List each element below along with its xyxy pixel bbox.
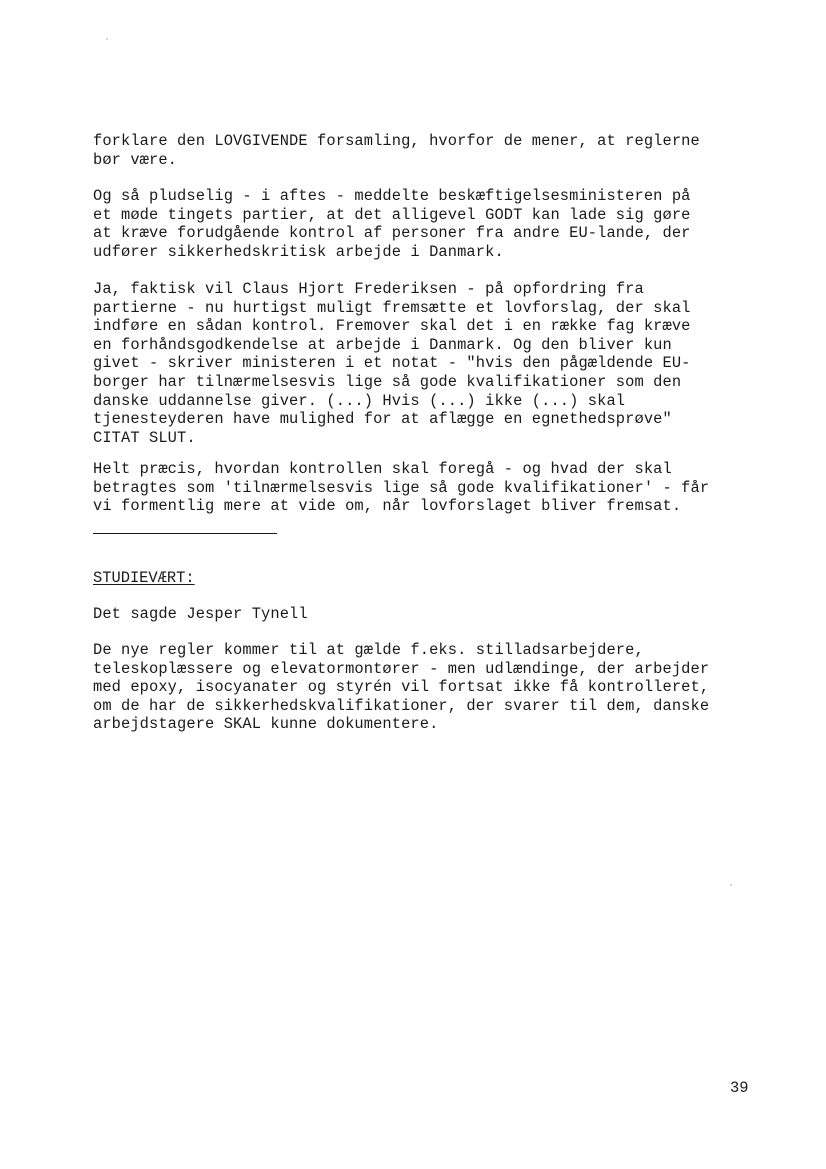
text-line: givet - skriver ministeren i et notat - "hvis den pågældende EU-: [93, 354, 691, 373]
text-line: Det sagde Jesper Tynell: [93, 605, 308, 623]
text-line: et møde tingets partier, at det alligevel GODT kan lade sig gøre: [93, 205, 691, 224]
text-line: vi formentlig mere at vide om, når lovforslaget bliver fremsat.: [93, 497, 682, 516]
text-line: partierne - nu hurtigst muligt fremsætte et lovforslag, der skal: [93, 298, 691, 317]
text-line: forklare den LOVGIVENDE forsamling, hvorfor de mener, at reglerne: [93, 132, 700, 150]
text-line: indføre en sådan kontrol. Fremover skal det i en række fag kræve: [93, 317, 691, 336]
page-number: 39: [730, 1079, 749, 1097]
paragraph-bill-quote: [93, 280, 753, 447]
text-line: teleskoplæssere og elevatormontører - men udlændinge, der arbejder: [93, 659, 710, 678]
text-line: betragtes som 'tilnærmelsesvis lige så gode kvalifikationer' - får: [93, 478, 710, 497]
text-line: med epoxy, isocyanater og styrén vil fortsat ikke få kontrolleret,: [93, 678, 710, 697]
paragraph-new-rules: [93, 641, 753, 734]
paragraph-host-intro: [93, 605, 753, 624]
section-divider: [93, 533, 277, 534]
text-line: tjenesteyderen have mulighed for at aflægge en egnethedsprøve": [93, 410, 672, 429]
scan-speck: [106, 38, 108, 40]
text-line: Helt præcis, hvordan kontrollen skal foregå - og hvad der skal: [93, 460, 672, 478]
text-line: CITAT SLUT.: [93, 428, 196, 447]
text-line: at kræve forudgående kontrol af personer fra andre EU-lande, der: [93, 224, 691, 243]
scan-speck: [730, 884, 732, 886]
text-line: Og så pludselig - i aftes - meddelte beskæftigelsesministeren på: [93, 187, 691, 205]
text-line: Ja, faktisk vil Claus Hjort Frederiksen - på opfordring fra: [93, 280, 644, 298]
paragraph-continuation: [93, 132, 753, 169]
text-line: borger har tilnærmelsesvis lige så gode kvalifikationer som den: [93, 372, 682, 391]
text-line: bør være.: [93, 150, 178, 169]
text-line: om de har de sikkerhedskvalifikationer, der svarer til dem, danske: [93, 696, 710, 715]
text-line: udfører sikkerhedskritisk arbejde i Danmark.: [93, 242, 504, 261]
text-line: arbejdstagere SKAL kunne dokumentere.: [93, 715, 439, 734]
text-line: danske uddannelse giver. (...) Hvis (...) ikke (...) skal: [93, 391, 626, 410]
paragraph-control-details: [93, 460, 753, 516]
text-line: De nye regler kommer til at gælde f.eks. stilladsarbejdere,: [93, 641, 644, 659]
paragraph-minister-announcement: [93, 187, 753, 261]
text-line: en forhåndsgodkendelse at arbejde i Danmark. Og den bliver kun: [93, 335, 672, 354]
speaker-label: STUDIEVÆRT:: [93, 569, 195, 587]
